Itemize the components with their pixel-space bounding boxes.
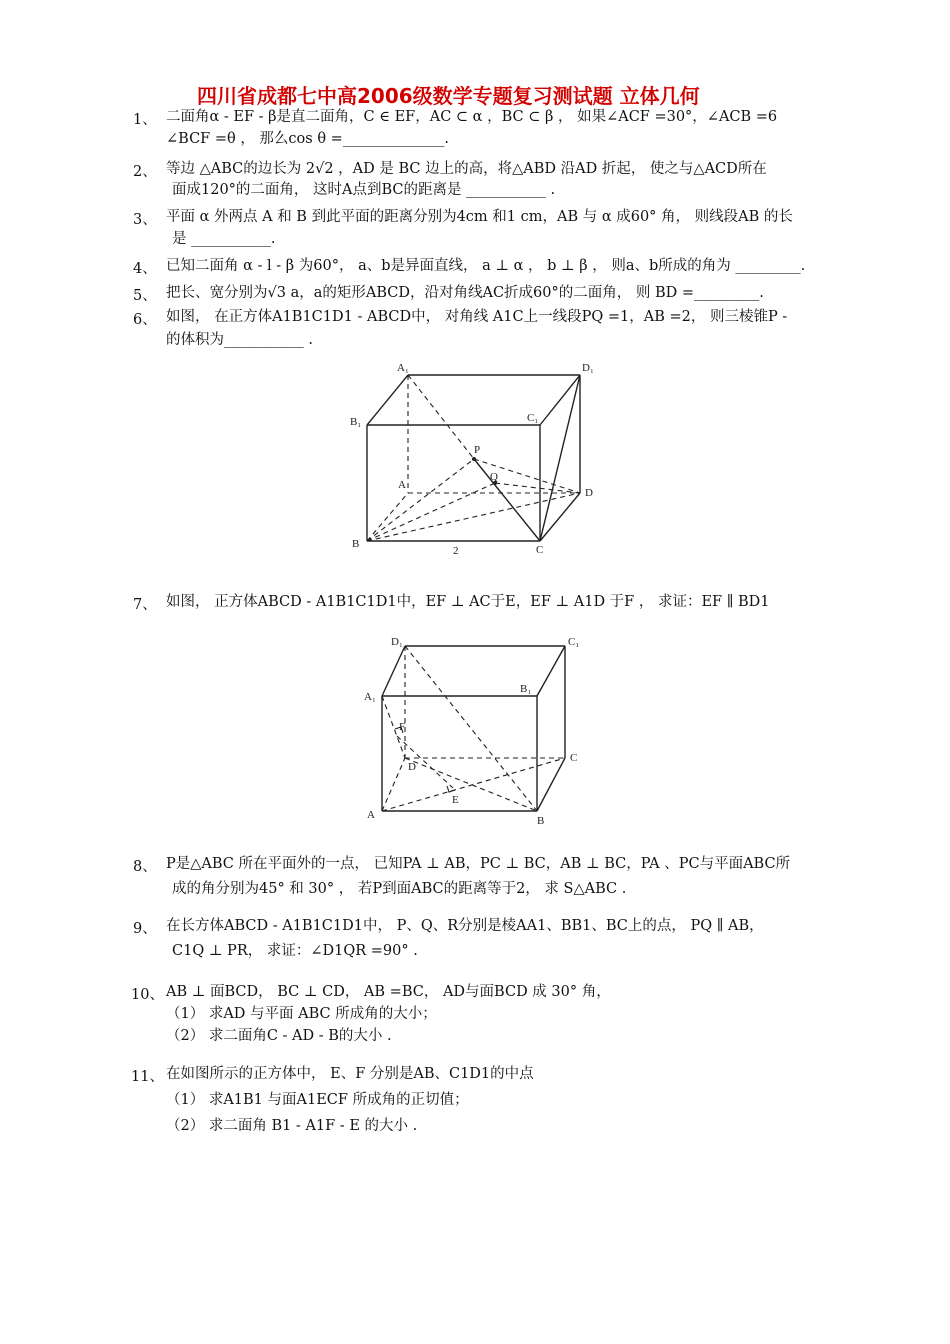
q11-line2: （1） 求A1B1 与面A1ECF 所成角的正切值； <box>166 1092 469 1108</box>
q6-line1: 如图， 在正方体A1B1C1D1 - ABCD中， 对角线 A1C上一线段PQ =1，AB =2， 则三棱锥P - <box>166 309 788 325</box>
q9-line1: 在长方体ABCD - A1B1C1D1中， P、Q、R分别是棱AA1、BB1、BC上的点， PQ ∥ AB， <box>166 918 764 934</box>
page-title: 四川省成都七中高2006级数学专题复习测试题 立体几何 <box>197 84 700 108</box>
q5-line1: 把长、宽分别为√3 a，a的矩形ABCD，沿对角线AC折成60°的二面角， 则 BD =_________. <box>166 285 764 301</box>
q11-line3: （2） 求二面角 B1 - A1F - E 的大小 . <box>166 1118 418 1134</box>
q7-number: 7、 <box>133 597 157 613</box>
q6-number: 6、 <box>133 312 157 328</box>
q8-number: 8、 <box>133 859 157 875</box>
label-C1: C₁ <box>568 636 580 648</box>
q9-line2: C1Q ⊥ PR， 求证：∠D1QR =90° . <box>172 943 418 959</box>
label-A1: A₁ <box>397 362 409 374</box>
label-C: C <box>570 752 578 764</box>
q10-line2: （1） 求AD 与平面 ABC 所成角的大小； <box>166 1006 437 1022</box>
q2-line2: 面成120°的二面角， 这时A点到BC的距离是 ___________ . <box>172 182 556 198</box>
q6-line2: 的体积为___________ . <box>166 332 313 348</box>
q5-number: 5、 <box>133 288 157 304</box>
label-A: A <box>367 809 375 821</box>
q11-line1: 在如图所示的正方体中， E、F 分别是AB、C1D1的中点 <box>166 1066 534 1082</box>
q8-line2: 成的角分别为45° 和 30° ， 若P到面ABC的距离等于2， 求 S△ABC . <box>172 881 627 897</box>
figure-cube-ef <box>355 628 595 828</box>
label-F: F <box>399 721 406 733</box>
q4-line1: 已知二面角 α - l - β 为60°， a、b是异面直线， a ⊥ α ， b ⊥ β ， 则a、b所成的角为 _________. <box>166 258 806 274</box>
q3-line1: 平面 α 外两点 A 和 B 到此平面的距离分别为4cm 和1 cm，AB 与 α 成60° 角， 则线段AB 的长 <box>166 209 793 225</box>
q3-line2: 是 ___________. <box>172 231 276 247</box>
q7-line1: 如图， 正方体ABCD - A1B1C1D1中，EF ⊥ AC于E，EF ⊥ A1D 于F ， 求证：EF ∥ BD1 <box>166 594 770 610</box>
label-D: D <box>585 487 593 499</box>
q1-line2: ∠BCF =θ ， 那么cos θ =______________. <box>166 131 449 147</box>
q4-number: 4、 <box>133 261 157 277</box>
label-B: B <box>352 538 360 550</box>
label-B: B <box>537 815 545 827</box>
q9-number: 9、 <box>133 921 157 937</box>
q10-line1: AB ⊥ 面BCD， BC ⊥ CD， AB =BC， AD与面BCD 成 30° 角， <box>166 984 611 1000</box>
q2-line1: 等边 △ABC的边长为 2√2 ，AD 是 BC 边上的高，将△ABD 沿AD 折起， 使之与△ACD所在 <box>166 161 767 177</box>
label-E: E <box>452 794 459 806</box>
label-B1: B₁ <box>520 683 532 695</box>
label-B1: B₁ <box>350 416 362 428</box>
label-C1: C₁ <box>527 412 539 424</box>
q2-number: 2、 <box>133 164 157 180</box>
label-P: P <box>474 444 481 456</box>
label-Q: Q <box>490 471 498 483</box>
label-D1: D₁ <box>391 636 403 648</box>
q3-number: 3、 <box>133 212 157 228</box>
q10-number: 10、 <box>131 987 164 1003</box>
q1-number: 1、 <box>133 112 157 128</box>
label-A1: A₁ <box>364 691 376 703</box>
figure-cuboid-pq <box>340 355 610 560</box>
q11-number: 11、 <box>131 1069 164 1085</box>
label-D1: D₁ <box>582 362 594 374</box>
q1-line1: 二面角α - EF - β是直二面角，C ∈ EF，AC ⊂ α ，BC ⊂ β ， 如果∠ACF =30°，∠ACB =6 <box>166 109 778 125</box>
label-A: A <box>398 479 406 491</box>
label-length: 2 <box>453 545 459 557</box>
label-C: C <box>536 544 544 556</box>
q10-line3: （2） 求二面角C - AD - B的大小 . <box>166 1028 392 1044</box>
q8-line1: P是△ABC 所在平面外的一点， 已知PA ⊥ AB，PC ⊥ BC，AB ⊥ BC，PA 、PC与平面ABC所 <box>166 856 791 872</box>
label-D: D <box>408 761 416 773</box>
